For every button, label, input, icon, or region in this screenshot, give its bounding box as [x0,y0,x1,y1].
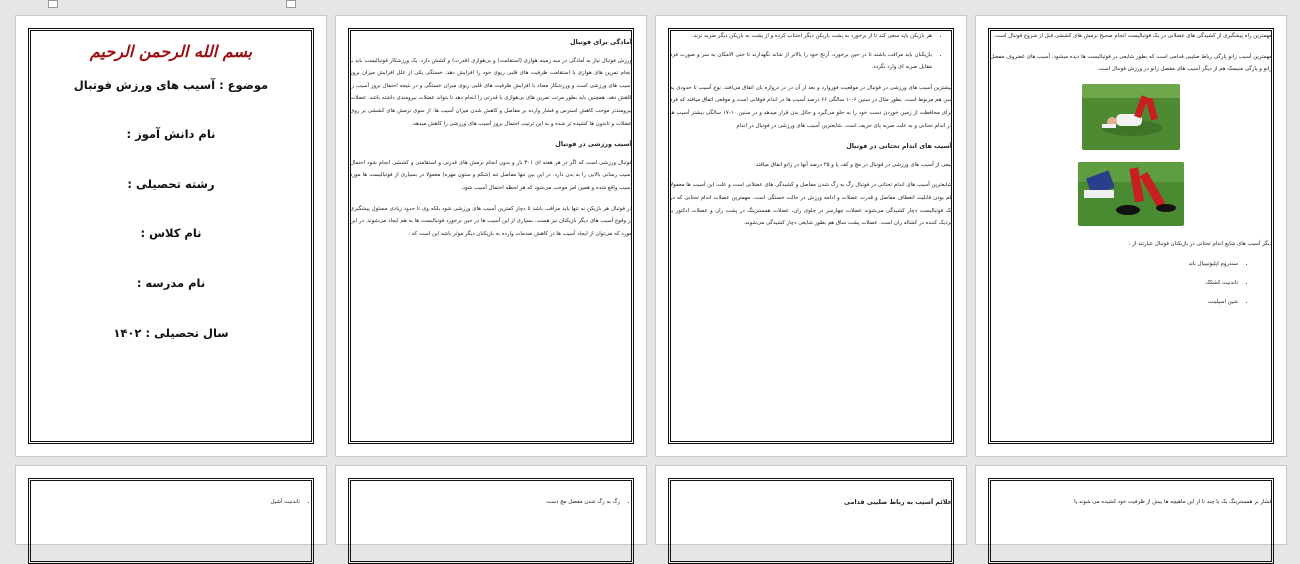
list-item: • سندروم ایلیوتیبیال باند [990,258,1238,271]
bullet-list [670,30,952,74]
paragraph: بیشترین آسیب های ورزشی در فوتبال در موقعیت فوروارد و بعد از آن در در دروازه بان اتفاق می‌افتد. نوع آسیب تا حدودی به سن هم مربوط است. بطور مثال در سنین ۶-۱۰ سالگی ۶۶ درصد آسیب ها در اندام فوقانی است و موقعی اتفاق میافتد که فرد برای محافظت از زمین خوردن دست خود را به جلو می‌گیرد و حائل بدن قرار میدهد و در سنین ۱۰-۱۷ سالگی بیشتر آسیب ها در اندام تحتانی و به علت ضربه پای حریف است. شایعترین آسیب های ورزشی در فوتبال در اندام [670,84,952,129]
list-item: • تاندنیت آشیل [30,496,300,509]
ruler-indent-marker[interactable] [48,0,58,8]
page-content [30,496,312,536]
paragraph: ورزش فوتبال نیاز به آمادگی در سه زمینه هوازی (استقامت) و بی‌هوازی (قدرت) و کشش دارد. یک ورزشکار فوتبالیست باید با انجام تمرین های هوازی با استقامت ظرفیت های قلبی ریوی خود را افزایش دهد. خستگی یکی از علل افزایش میزان بروز آسیب های ورزشی است و ورزشکار معتاد با افزایش ظرفیت های قلبی ریوی میزان خستگی و در نتیجه احتمال بروز آسیب را کاهش دهد. همچنین باید بطور مرتب تمرین های بی‌هوازی با قدرتی را انجام دهد تا بتواند عضلات نیرومندی داشته باشد. عضلات نیرومندتر موجب کاهش استرس و فشار وارده بر مفاصل و کاهش شدن میزان آسیب ها. از سوی نرمش های کششی بر روی عضلات و تاندون ها کشیده تر شده و به این ترتیب احتمال بروز آسیب های ورزشی را کاهش میدهد. [350,57,632,127]
cover-student-name: نام دانش آموز : [126,127,216,142]
basmala-calligraphy: بسم الله الرحمن الرحیم [89,42,253,61]
page-content [670,496,952,536]
list-item: • هر بازیکن باید سعی کند تا از برخورد به پشت بازیکن دیگر اجتناب کرده و از پشت به بازیکن دیگر ضربه نزند. [670,30,932,43]
document-page-7 [655,465,967,545]
cover-subject: موضوع : آسیب های ورزش فوتبال [73,77,269,92]
section-heading: آسیب ورزشی در فوتبال [555,140,632,149]
paragraph: نیمی از آسیب های ورزشی در فوتبال در مچ و کف پا و ۲۵ درصد آنها در زانو اتفاق میافتد. [754,161,952,168]
document-page-6 [335,465,647,545]
list-item: • بازیکنان باید مراقب باشند تا در حین برخورد، آرنج خود را بالاتر از شانه نگهدارند تا حتی الامکان به سر و صورت فرد مقابل ضربه ای وارد نگردد. [670,49,932,74]
document-page-cover [15,15,327,457]
section-heading: علائم آسیب به رباط صلیبی قدامی [844,498,952,506]
document-page-3 [655,15,967,457]
cover-content [30,30,312,448]
document-page-4 [975,15,1287,457]
bullet-list [350,496,632,509]
cover-field: رشته تحصیلی : [127,176,215,191]
page-content [990,496,1272,536]
page-content [990,30,1272,448]
ruler-indent-marker[interactable] [286,0,296,8]
page-content [350,30,632,448]
football-injury-photo-2 [1078,162,1184,226]
paragraph: شایعترین آسیب های اندام تحتانی در فوتبال رگ به رگ شدن مفاصل و کشیدگی های عضلانی است و علت این آسیب ها معمولا کم بودن قابلیت انعطاف مفاصل و قدرت عضلات و ادامه ورزش در حالت خستگی است. مهمترین عضلات اندام تحتانی که در یک فوتبالیست دچار کشیدگی می‌شوند عضلات چهارسر در جلوی ران، عضلات همسترینگ در پشت ران و عضلات ادکتور یا نزدیک کننده در کشاله ران است. عضلات پشت ساق هم بطور شایعی دچار کشیدگی می‌شوند. [670,182,952,227]
bullet-list [990,258,1272,308]
document-page-2 [335,15,647,457]
paragraph: مهمترین راه پیشگیری از کشیدگی های عضلانی در یک فوتبالیست انجام صحیح نرمش های کششی قبل از شروع فوتبال است. [993,33,1272,39]
document-page-5 [15,465,327,545]
list-item: • تاندنیت کشکک [990,277,1238,290]
section-heading: آسیب های اندام تحتانی در فوتبال [846,142,952,151]
cover-school: نام مدرسه : [136,275,206,290]
list-item: • رگ به رگ شدن مفصل مچ دست [350,496,620,509]
section-heading: آمادگی برای فوتبال [569,38,632,46]
cover-class: نام کلاس : [140,226,202,241]
paragraph: فوتبال ورزشی است که اگر در هر هفته ای ۳۰۱ بار و بدون انجام نرمش های قدرتی و استقامتی و کششی انجام شود احتمال آسیب رسانی بالایی را به بدن دارد. در این بین تنها مفاصل تنه (شکم و ستون مهره) معمولا در بسیاری از فوتبالیست ها مورد آسیب واقع شده و همین امر موجب می‌شود که هر لحظه احتمال آسیب شود. [350,159,632,191]
paragraph: فشار بر همسترینگ یک یا چند تا از این ماهیچه ها بیش از ظرفیت خود کشیده می شوند یا [1074,499,1272,505]
page-content [350,496,632,536]
page-content [670,30,952,448]
paragraph: دیگر آسیب های شایع اندام تحتانی در بازیکنان فوتبال عبارتند از : [1128,240,1272,247]
bullet-list [30,496,312,509]
paragraph: مهمترین آسیب زانو پارگی رباط صلیبی قدامی است که بطور شایعی در فوتبالیست ها دیده میشود. آسیب های غضروف مفصل زانو و پارگی منیسک هم از دیگر آسیب های مفصل زانو در ورزش فوتبال است. [990,53,1272,73]
paragraph: در فوتبال هر بازیکن نه تنها باید مراقب باشد تا دچار کمترین آسیب های ورزشی شود بلکه وی تا حدود زیادی مسئول پیشگیری از وقوع آسیب های دیگر بازیکنان نیز هست. بسیاری از این آسیب ها در حین برخورد فوتبالیست ها به هم ایجاد می‌شوند. در این مورد که می‌توان از ایجاد آسیب ها در کاهش صدمات وارده به بازیکنان دیگر موثر باشد این است که : [350,205,632,237]
football-injury-photo-1 [1082,84,1180,150]
cover-year: سال تحصیلی : ۱۴۰۲ [113,325,229,340]
list-item: • شین اسپلینت [990,296,1238,309]
document-page-8 [975,465,1287,545]
